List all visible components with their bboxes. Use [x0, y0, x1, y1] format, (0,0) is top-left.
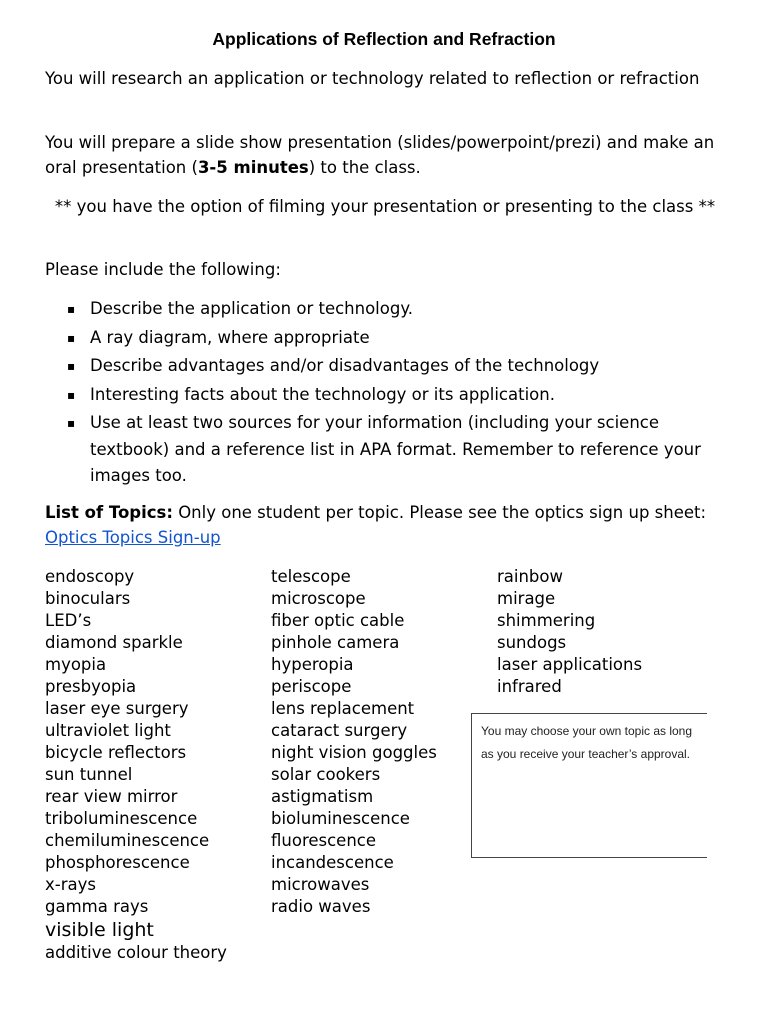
presentation-paragraph	[45, 130, 725, 180]
include-heading: Please include the following:	[45, 260, 281, 279]
topic-item: cataract surgery	[271, 721, 408, 740]
topic-item: solar cookers	[271, 765, 381, 784]
requirement-text: Use at least two sources for your information (including your science textbook) and a reference list in APA format. Remember to reference your images too.	[90, 413, 701, 485]
topic-item: astigmatism	[271, 787, 374, 806]
requirement-item	[45, 325, 725, 352]
topics-intro	[45, 500, 725, 550]
filming-note: ** you have the option of filming your presentation or presenting to the class **	[54, 197, 716, 216]
topic-item: presbyopia	[45, 677, 137, 696]
bullet-icon: ▪	[67, 359, 76, 373]
topic-item: myopia	[45, 655, 107, 674]
requirement-item	[45, 296, 725, 323]
topic-item: telescope	[271, 567, 351, 586]
topic-item: mirage	[497, 589, 556, 608]
bullet-icon: ▪	[67, 416, 76, 430]
topic-item: pinhole camera	[271, 633, 400, 652]
topics-column-1	[45, 566, 227, 964]
topics-column-3	[497, 566, 642, 698]
topics-column-2	[271, 566, 437, 918]
topic-item: rear view mirror	[45, 787, 178, 806]
topic-item: sun tunnel	[45, 765, 133, 784]
topic-item: lens replacement	[271, 699, 415, 718]
topic-item: night vision goggles	[271, 743, 437, 762]
topic-item: visible light	[45, 919, 154, 941]
requirement-item	[45, 382, 725, 409]
bullet-icon: ▪	[67, 387, 76, 402]
signup-link[interactable]: Optics Topics Sign-up	[45, 528, 221, 547]
requirement-item	[45, 353, 725, 380]
topic-item: diamond sparkle	[45, 633, 183, 652]
topic-item: radio waves	[271, 897, 371, 916]
topic-item: periscope	[271, 677, 352, 696]
own-topic-note: You may choose your own topic as long as you receive your teacher’s approval.	[481, 724, 693, 761]
topic-item: ultraviolet light	[45, 721, 171, 740]
own-topic-box	[471, 713, 707, 858]
topic-item: microscope	[271, 589, 366, 608]
topic-item: triboluminescence	[45, 809, 198, 828]
topic-item: additive colour theory	[45, 943, 227, 962]
topic-item: chemiluminescence	[45, 831, 210, 850]
topic-item: phosphorescence	[45, 853, 190, 872]
topic-item: binoculars	[45, 589, 131, 608]
topic-item: laser eye surgery	[45, 699, 189, 718]
topics-instructions: Only one student per topic. Please see the optics sign up sheet:	[172, 503, 707, 522]
presentation-duration: 3-5 minutes	[197, 158, 309, 177]
topic-item: hyperopia	[271, 655, 354, 674]
bullet-icon: ▪	[67, 302, 76, 316]
topic-item: bicycle reflectors	[45, 743, 187, 762]
topic-item: infrared	[497, 677, 562, 696]
topic-item: gamma rays	[45, 897, 149, 916]
topic-item: laser applications	[497, 655, 643, 674]
requirement-text: Describe advantages and/or disadvantages of the technology	[90, 356, 600, 375]
intro-paragraph: You will research an application or technology related to reflection or refraction	[45, 69, 700, 88]
topic-item: fluorescence	[271, 831, 377, 850]
topics-heading: List of Topics:	[45, 503, 173, 522]
requirement-text: Describe the application or technology.	[90, 299, 413, 318]
topic-item: shimmering	[497, 611, 596, 630]
topic-item: LED’s	[45, 611, 92, 630]
requirement-text: Interesting facts about the technology or its application.	[90, 384, 555, 404]
topic-item: rainbow	[497, 567, 563, 586]
topic-item: microwaves	[271, 875, 370, 894]
topic-item: fiber optic cable	[271, 611, 405, 630]
requirement-text: A ray diagram, where appropriate	[90, 327, 370, 347]
topic-item: bioluminescence	[271, 809, 410, 828]
topic-item: sundogs	[497, 633, 567, 652]
topic-item: x-rays	[45, 875, 96, 894]
topic-item: endoscopy	[45, 567, 135, 586]
bullet-icon: ▪	[67, 330, 76, 345]
topic-item: incandescence	[271, 853, 394, 872]
presentation-text-start: You will prepare a slide show presentation (slides/powerpoint/prezi) and make an oral presentation (	[45, 133, 715, 177]
presentation-text-end: ) to the class.	[308, 158, 421, 177]
page-title: Applications of Reflection and Refraction	[212, 29, 556, 49]
requirements-list	[45, 296, 725, 492]
requirement-item	[45, 410, 725, 490]
